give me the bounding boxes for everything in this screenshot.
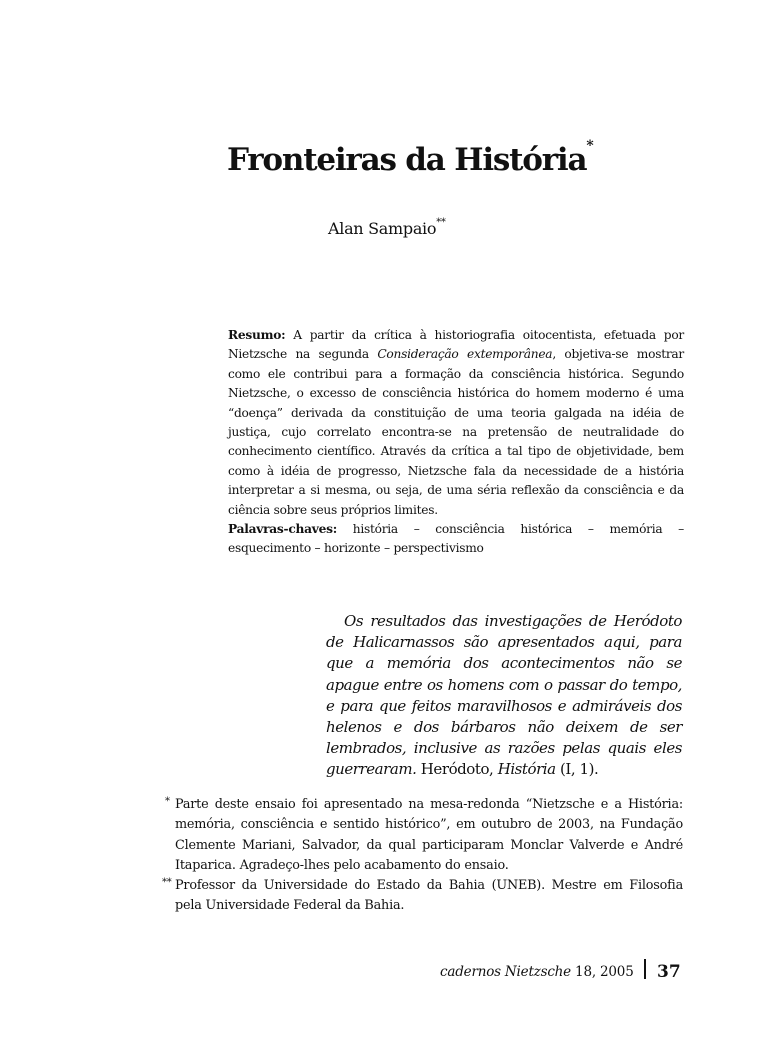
article-title: [227, 138, 593, 178]
journal-citation: [440, 964, 634, 980]
abstract-paragraph: [228, 326, 684, 520]
footnote-2: [162, 876, 683, 917]
abstract-text-part-1: A partir da crítica à historiografia oitocentista, efetuada por Nietzsche na segunda: [228, 328, 684, 362]
page-footer: [440, 962, 685, 988]
abstract-text-part-2: , objetiva-se mostrar como ele contribui para a formação da consciência histórica. Segundo Nietzsche, o excesso de consciência histórica do homem moderno é uma “doença” derivada da constituição de uma teoria galgada na idéia de justiça, cujo correlato encontra-se na pretensão de neutralidade do conhecimento científico. Através da crítica a tal tipo de objetividade, bem como à idéia de progresso, Nietzsche fala da necessidade de a história interpretar a si mesma, ou seja, de uma séria reflexão da consciência e da ciência sobre seus próprios limites.: [228, 347, 685, 517]
footnote-1-mark: *: [165, 796, 170, 807]
footer-divider: [644, 959, 646, 979]
author-name: Alan Sampaio: [328, 219, 437, 238]
journal-issue: 18, 2005: [570, 964, 634, 980]
epigraph-work: História: [497, 760, 556, 779]
epigraph: [326, 611, 682, 781]
author-line: [328, 219, 446, 238]
footnote-1: [165, 795, 683, 876]
page-number: 37: [657, 962, 681, 982]
author-footnote-mark: **: [436, 217, 446, 228]
footnotes: [162, 795, 683, 917]
footnote-1-text: Parte deste ensaio foi apresentado na mesa-redonda “Nietzsche e a História: memória, consciência e sentido histórico”, em outubro de 2003, na Fundação Clemente Mariani, Salvador, da qual participaram Monclar Valverde e André Itaparica. Agradeço-lhes pelo acabamento do ensaio.: [175, 797, 683, 873]
journal-name: cadernos Nietzsche: [440, 964, 571, 980]
footnote-2-mark: **: [162, 877, 172, 889]
footnote-2-text: Professor da Universidade do Estado da Bahia (UNEB). Mestre em Filosofia pela Universidade Federal da Bahia.: [175, 878, 683, 914]
epigraph-quote: Os resultados das investigações de Heródoto de Halicarnassos são apresentados aqui, para que a memória dos acontecimentos não se apague entre os homens com o passar do tempo, e para que feitos maravilhosos e admiráveis dos helenos e dos bárbaros não deixem de ser lembrados, inclusive as razões pelas quais eles guerrearam.: [326, 612, 682, 779]
title-footnote-mark: *: [586, 138, 593, 154]
keywords-text: história – consciência histórica – memória – esquecimento – horizonte – perspectivismo: [228, 522, 684, 556]
abstract-work-title: Consideração extemporânea: [377, 347, 553, 362]
keywords-label: Palavras-chaves:: [228, 522, 337, 537]
article-title-text: Fronteiras da História: [227, 142, 587, 178]
abstract-label: Resumo:: [228, 328, 286, 342]
epigraph-reference: (I, 1).: [555, 760, 599, 779]
abstract-block: [228, 326, 684, 559]
keywords-paragraph: [228, 520, 684, 559]
epigraph-attribution: Heródoto,: [416, 760, 498, 779]
